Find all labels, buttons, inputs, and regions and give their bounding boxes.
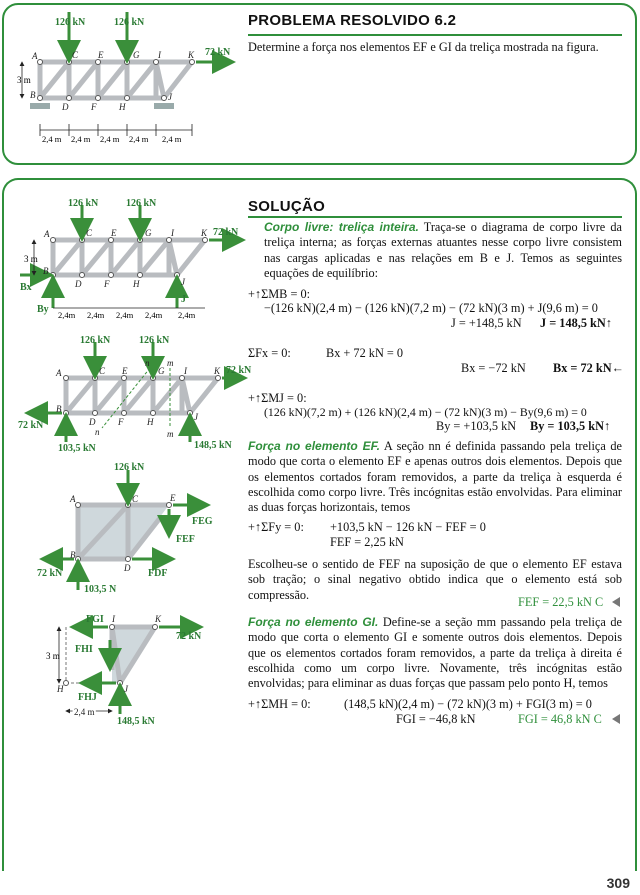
dim-2: 2,4 m [71,134,91,144]
ef-answer: FEF = 22,5 kN C [518,595,604,609]
figure-label: 2,4m [178,310,196,320]
gi-heading: Força no elemento GI. [248,615,379,629]
eq3-answer: By = 103,5 kN↑ [530,419,611,433]
ef-paragraph [248,439,622,515]
problem-title: PROBLEMA RESOLVIDO 6.2 [248,12,457,29]
figure-label: 103,5 N [84,584,117,595]
eq1-result: J = +148,5 kN [451,316,522,330]
figure-label: K [188,50,195,60]
figure-label: m [167,429,174,439]
dim-1: 2,4 m [42,134,62,144]
ef-text: A seção nn é definida passando pela treliça de modo que corta o elemento EF e apenas outros dois elementos. Depois que os elementos cortados foram removidos, a parte da treliça à esquerda é escolhida como corpo livre. Três incógnitas estão envolvidas. Para eliminar as duas forças horizontais, temos [248,439,622,515]
figure-label: 148,5 kN [117,716,155,727]
ef-note: Escolheu-se o sentido de FEF na suposição de que o elemento EF estava sob tração; o sinal negativo obtido indica que o elemento está sob compressão. [248,557,622,602]
gi-text: Define-se a seção mm passando pela treliça de modo que corta o elemento GI e somente outros dois elementos. Depois que os elementos cortados foram removidos, a parte da treliça à direita é escolhida como um corpo livre. Novamente, três incógnitas estão envolvidas; para eliminar as duas forças que passam pelo ponto H, temos [248,615,622,691]
figure-label: F [104,279,110,289]
figure-label: B [43,266,49,276]
solution-rule [248,216,622,218]
figure-label: FHI [75,644,93,655]
figure-label: 2,4 m [74,707,95,717]
gi-paragraph [248,615,622,691]
figure-label: E [98,50,104,60]
figure-label: FEG [192,516,213,527]
dim-4: 2,4 m [129,134,149,144]
free-body-paragraph [264,220,622,281]
figure-label: H [57,684,64,694]
figure-label: FHJ [78,692,97,703]
figure-label: 126 kN [114,462,145,473]
figure-label: H [119,102,126,112]
figure-label: 126 kN [80,335,111,346]
dim-3m: 3 m [17,75,31,85]
eq3-result: By = +103,5 kN [436,419,517,433]
figure-label: 72 kN [18,420,44,431]
problem-truss-figure [0,0,240,165]
figure-label: J [181,277,185,287]
eq4-line: +103,5 kN − 126 kN − FEF = 0 [330,520,486,534]
eq1-answer: J = 148,5 kN↑ [540,316,612,330]
figure-label: B [56,404,62,414]
figure-label: 103,5 kN [58,443,96,454]
free-body-heading: Corpo livre: treliça inteira. [264,220,419,234]
eq1-line: −(126 kN)(2,4 m) − (126 kN)(7,2 m) − (72 kN)(3 m) + J(9,6 m) = 0 [264,301,598,315]
figure-label: I [171,228,174,238]
pin-support-B [30,103,50,109]
answer-marker-icon [612,597,620,607]
figure-label: 72 kN [226,365,252,376]
figure-label: I [158,50,161,60]
figure-label: C [72,50,79,60]
figure-label: Bx [20,282,32,293]
free-body-truss-figure [0,190,245,325]
figure-label: I [184,366,187,376]
figure-label: C [86,228,93,238]
eq5-head: +↑ΣMH = 0: [248,697,311,711]
figure-label: J [194,412,198,422]
figure-label: K [155,614,162,624]
figure-label: B [70,550,76,560]
figure-label: A [70,494,76,504]
figure-label: 72 kN [176,631,202,642]
section-truss-figure [0,330,252,455]
figure-label: 126 kN [126,198,157,209]
eq4-head: +↑ΣFy = 0: [248,520,304,534]
load-K-label: 72 kN [205,47,231,58]
eq5-line: (148,5 kN)(2,4 m) − (72 kN)(3 m) + FGI(3 m) = 0 [344,697,592,711]
figure-label: 2,4m [87,310,105,320]
figure-label: G [145,228,152,238]
figure-label: FDF [148,568,168,579]
figure-label: 2,4m [116,310,134,320]
eq4-result: FEF = 2,25 kN [330,535,404,549]
figure-label: 3 m [46,651,60,661]
figure-label: E [122,366,128,376]
figure-label: A [44,229,50,239]
eq1-head: +↑ΣMB = 0: [248,287,311,301]
load-C-label: 126 kN [55,17,86,28]
figure-label: 3 m [24,254,38,264]
figure-label: H [147,417,154,427]
answer-marker-icon-2 [612,714,620,724]
figure-label: FGI [86,614,104,625]
figure-label: By [37,304,49,315]
figure-label: 72 kN [37,568,63,579]
problem-statement [248,40,628,55]
figure-label: E [111,228,117,238]
problem-statement-text: Determine a força nos elementos EF e GI da treliça mostrada na figura. [248,40,599,54]
dim-5: 2,4 m [162,134,182,144]
gi-answer: FGI = 46,8 kN C [518,712,602,726]
figure-label: J [124,684,128,694]
figure-label: K [214,366,221,376]
figure-label: C [99,366,106,376]
figure-label: J [181,294,186,305]
figure-label: 126 kN [68,198,99,209]
right-section-figure [0,610,245,728]
figure-label: n [95,427,100,437]
figure-label: A [32,51,38,61]
figure-label: F [91,102,97,112]
eq2-result: Bx = −72 kN [461,361,526,375]
figure-label: n [145,358,150,368]
figure-label: J [168,92,172,102]
free-body-text: Traça-se o diagrama de corpo livre da treliça interna; as forças externas atuantes nesse corpo livre consistem nas cargas aplicadas e nas relações em B e J. Temos as seguintes equações de equilíbrio: [264,220,622,280]
solution-title: SOLUÇÃO [248,198,326,215]
title-rule [248,34,622,36]
figure-label: E [170,493,176,503]
figure-label: B [30,90,36,100]
figure-label: D [75,279,82,289]
figure-label: H [133,279,140,289]
figure-label: G [158,366,165,376]
figure-label: C [132,494,139,504]
eq2-line: Bx + 72 kN = 0 [326,346,404,360]
load-G-label: 126 kN [114,17,145,28]
figure-label: D [89,417,96,427]
figure-label: m [167,358,174,368]
ef-heading: Força no elemento EF. [248,439,380,453]
figure-label: 126 kN [139,335,170,346]
figure-label: I [112,614,115,624]
figure-label: A [56,368,62,378]
figure-label: 148,5 kN [194,440,232,451]
figure-label: FEF [176,534,195,545]
page-number: 309 [606,875,630,891]
eq3-head: +↑ΣMJ = 0: [248,391,307,405]
dim-3: 2,4 m [100,134,120,144]
figure-label: G [133,50,140,60]
figure-label: 2,4m [145,310,163,320]
figure-label: 2,4m [58,310,76,320]
eq5-result: FGI = −46,8 kN [396,712,476,726]
figure-label: D [62,102,69,112]
eq2-head: ΣFx = 0: [248,346,291,360]
roller-support-J [154,103,174,109]
figure-label: K [201,228,208,238]
left-section-figure [0,458,245,598]
eq3-line: (126 kN)(7,2 m) + (126 kN)(2,4 m) − (72 kN)(3 m) − By(9,6 m) = 0 [264,405,587,419]
figure-label: 72 kN [213,227,239,238]
figure-label: F [118,417,124,427]
figure-label: D [124,563,131,573]
eq2-answer: Bx = 72 kN← [553,361,624,375]
